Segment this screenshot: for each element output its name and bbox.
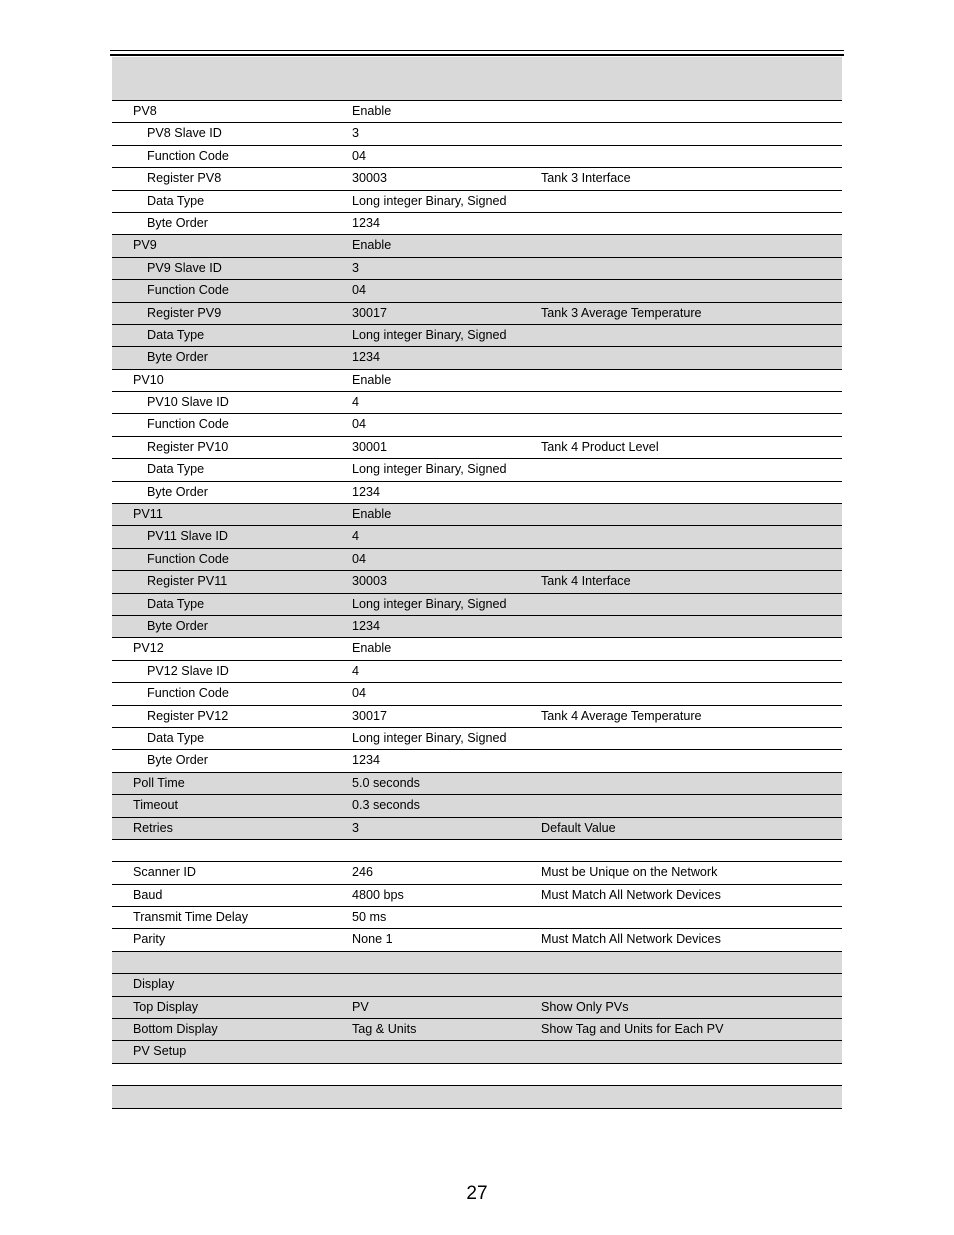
row-label: Bottom Display [133, 1022, 218, 1037]
row-label: Display [133, 977, 175, 992]
table-row [112, 661, 842, 683]
row-note: Tank 4 Average Temperature [541, 708, 702, 723]
row-value: None 1 [352, 932, 393, 947]
row-label: PV8 Slave ID [147, 126, 222, 141]
row-label: Data Type [147, 462, 205, 477]
table-row [112, 773, 842, 795]
table-row [112, 1041, 842, 1063]
row-value: Long integer Binary, Signed [352, 193, 507, 208]
table-row [112, 997, 842, 1019]
row-value: 04 [352, 148, 367, 163]
row-label: Top Display [133, 999, 199, 1014]
row-label: Register PV8 [147, 171, 222, 186]
row-value: 1234 [352, 484, 381, 499]
row-label: PV9 [133, 238, 157, 253]
row-label: PV11 Slave ID [147, 529, 228, 544]
table-row [112, 1064, 842, 1086]
row-label: Transmit Time Delay [133, 910, 248, 925]
table-row [112, 123, 842, 145]
row-value: 1234 [352, 215, 381, 230]
row-value: 04 [352, 686, 367, 701]
row-value: 50 ms [352, 910, 387, 925]
row-value: Enable [352, 104, 392, 118]
row-label: Register PV10 [147, 439, 229, 454]
row-value: 3 [352, 820, 360, 835]
row-value: 3 [352, 260, 360, 275]
row-label: Data Type [147, 596, 205, 611]
row-note: Tank 4 Interface [541, 574, 631, 589]
row-value: 3 [352, 126, 360, 141]
row-value: 4 [352, 663, 360, 678]
row-label: PV12 [133, 641, 164, 656]
row-value: 0.3 seconds [352, 798, 420, 813]
row-label: Timeout [133, 798, 179, 813]
row-label: Baud [133, 887, 163, 902]
table-row [112, 638, 842, 660]
row-label: Parity [133, 932, 166, 947]
row-label: Function Code [147, 551, 229, 566]
row-value: Enable [352, 641, 392, 656]
row-value: Long integer Binary, Signed [352, 462, 507, 477]
row-note: Must Match All Network Devices [541, 932, 721, 947]
table-row [112, 840, 842, 862]
row-label: PV11 [133, 507, 163, 522]
row-value: PV [352, 999, 369, 1014]
table-row [112, 191, 842, 213]
row-label: Register PV9 [147, 305, 222, 320]
row-value: 1234 [352, 350, 381, 365]
table-row [112, 325, 842, 347]
table-row [112, 370, 842, 392]
table-row [112, 885, 842, 907]
row-note: Default Value [541, 820, 616, 835]
row-value: Long integer Binary, Signed [352, 730, 507, 745]
row-value: 5.0 seconds [352, 775, 420, 790]
top-rule-thick [110, 54, 844, 56]
row-note: Tank 3 Interface [541, 171, 631, 186]
table-row [112, 504, 842, 526]
table-body [112, 101, 842, 1109]
table-row [112, 101, 842, 123]
table-row [112, 526, 842, 548]
row-label: Retries [133, 820, 173, 835]
row-label: Register PV11 [147, 574, 228, 589]
row-note: Tank 4 Product Level [541, 439, 659, 454]
row-value: Enable [352, 238, 392, 253]
table-row [112, 952, 842, 974]
row-value: 30017 [352, 708, 388, 723]
table-row [112, 907, 842, 929]
table-row [112, 482, 842, 504]
row-value: 4 [352, 529, 360, 544]
row-note: Show Tag and Units for Each PV [541, 1022, 724, 1037]
table-row [112, 862, 842, 884]
table-row [112, 795, 842, 817]
table-row [112, 303, 842, 325]
table-row [112, 258, 842, 280]
row-label: PV8 [133, 104, 157, 118]
row-label: Function Code [147, 686, 229, 701]
table-row [112, 594, 842, 616]
row-note: Must Match All Network Devices [541, 887, 721, 902]
row-label: PV Setup [133, 1044, 187, 1059]
table-row [112, 146, 842, 168]
table-row [112, 549, 842, 571]
row-value: 04 [352, 417, 367, 432]
table-row [112, 1086, 842, 1108]
table-row [112, 213, 842, 235]
row-note: Tank 3 Average Temperature [541, 305, 702, 320]
row-label: Scanner ID [133, 865, 196, 880]
row-note: Show Only PVs [541, 999, 629, 1014]
table-row [112, 728, 842, 750]
row-label: Function Code [147, 417, 229, 432]
row-value: 30001 [352, 439, 388, 454]
row-value: 4800 bps [352, 887, 404, 902]
row-label: Function Code [147, 283, 229, 298]
row-label: Byte Order [147, 215, 208, 230]
row-value: 30003 [352, 574, 388, 589]
table-row [112, 459, 842, 481]
settings-table [112, 57, 842, 1109]
table-row [112, 280, 842, 302]
row-value: 30003 [352, 171, 388, 186]
page-number: 27 [466, 1183, 488, 1204]
row-value: 04 [352, 551, 367, 566]
row-value: 246 [352, 865, 374, 880]
table-row [112, 818, 842, 840]
row-label: Data Type [147, 730, 205, 745]
row-value: 30017 [352, 305, 388, 320]
table-row [112, 437, 842, 459]
row-label: Byte Order [147, 753, 208, 768]
row-value: Enable [352, 507, 392, 522]
table-row [112, 1019, 842, 1041]
table-row [112, 235, 842, 257]
row-label: Poll Time [133, 775, 185, 790]
row-value: 4 [352, 395, 360, 410]
table-row [112, 706, 842, 728]
row-value: 04 [352, 283, 367, 298]
row-note: Must be Unique on the Network [541, 865, 718, 880]
table-row [112, 616, 842, 638]
row-value: Tag & Units [352, 1022, 417, 1037]
table-row [112, 929, 842, 951]
row-label: PV9 Slave ID [147, 260, 222, 275]
row-label: PV10 Slave ID [147, 395, 229, 410]
row-label: Function Code [147, 148, 229, 163]
table-row [112, 414, 842, 436]
table-row [112, 571, 842, 593]
top-rule [110, 50, 844, 51]
table-row [112, 750, 842, 772]
row-value: Long integer Binary, Signed [352, 327, 507, 342]
row-label: Data Type [147, 327, 205, 342]
row-label: PV12 Slave ID [147, 663, 229, 678]
row-value: Long integer Binary, Signed [352, 596, 507, 611]
table-row [112, 347, 842, 369]
table-row [112, 683, 842, 705]
row-label: Data Type [147, 193, 205, 208]
row-label: Byte Order [147, 350, 208, 365]
table-header [112, 57, 842, 101]
row-label: Byte Order [147, 618, 208, 633]
row-label: Byte Order [147, 484, 208, 499]
row-value: Enable [352, 372, 392, 387]
row-label: Register PV12 [147, 708, 229, 723]
table-row [112, 168, 842, 190]
row-label: PV10 [133, 372, 164, 387]
table-row [112, 392, 842, 414]
row-value: 1234 [352, 753, 381, 768]
row-value: 1234 [352, 618, 381, 633]
table-row [112, 974, 842, 996]
